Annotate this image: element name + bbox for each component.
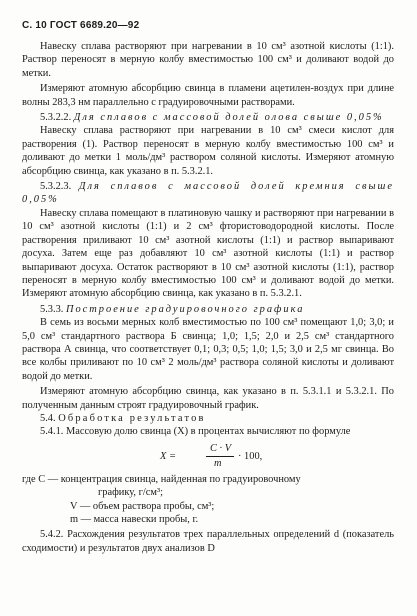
formula-numerator: C · V	[210, 442, 232, 454]
section-title: Для сплавов с массовой долей олова свыше 0,05%	[73, 112, 384, 124]
definition-line: где C — концентрация свинца, найденная по градуировочному	[22, 473, 301, 485]
section-number: 5.4.	[40, 412, 59, 424]
paragraph: Измеряют атомную абсорбцию свинца, как указано в п. 5.3.1.1 и 5.3.2.1. По полученным данным строят градуировочный график.	[22, 386, 394, 411]
section-number: 5.3.3.	[40, 303, 66, 315]
document-body	[22, 40, 394, 555]
paragraph-5-4-2: 5.4.2. Расхождения результатов трех параллельных определений d (показатель сходимости) и результатов двух анализов D	[22, 529, 394, 554]
formula-tail: · 100,	[238, 450, 263, 462]
paragraph: 5.4.1. Массовую долю свинца (X) в процентах вычисляют по формуле	[40, 426, 351, 438]
page-header: С. 10 ГОСТ 6689.20—92	[22, 20, 140, 31]
paragraph	[22, 303, 394, 316]
definition-line: V — объем раствора пробы, см³;	[70, 500, 215, 512]
section-title: Построение градуировочного графика	[65, 303, 305, 315]
paragraph: Навеску сплава помещают в платиновую чашку и растворяют при нагревании в 10 см³ азотной кислоты (1:1) и 2 см³ фтористоводородной кислоты. После растворения приливают 10 см³ азотной кислоты (1:1) и раствор выпаривают досуха. Затем еще раз добавляют 10 см³ азотной кислоты (1:1) и раствор выпаривают досуха. Остаток растворяют в 10 см³ азотной кислоты (1:1), раствор переносят в мерную колбу вместимостью 100 см³ и доливают водой до метки. Измеряют атомную абсорбцию свинца, как указано в п. 5.3.2.1.	[22, 207, 394, 300]
paragraph: В семь из восьми мерных колб вместимостью по 100 см³ помещают 1,0; 3,0; и 5,0 см³ стандартного раствора Б свинца; 1,0; 1,5; 2,0 и 2,5 см³ стандартного раствора А свинца, что соответствует 0,1; 0,3; 0,5; 1,0; 1,5; 3,0 и 2,5 мг свинца. Во все колбы приливают по 10 см³ 2 моль/дм³ раствора соляной кислоты и доливают водой до метки.	[22, 317, 394, 382]
formula-denominator: m	[214, 457, 222, 469]
paragraph	[22, 180, 394, 207]
definition-list	[22, 473, 394, 527]
paragraph: Навеску сплава растворяют при нагревании в 10 см³ азотной кислоты (1:1). Раствор переносят в мерную колбу вместимостью 100 см³ и доливают водой до метки.	[22, 41, 394, 79]
definition-line: m — масса навески пробы, г.	[70, 514, 199, 525]
paragraph-list	[22, 40, 394, 439]
section-number: 5.3.2.2.	[40, 112, 74, 124]
paragraph: Навеску сплава растворяют при нагревании в 10 см³ смеси кислот для растворения (1). Раствор переносят в мерную колбу вместимостью 100 см³ и доливают до метки 1 моль/дм³ раствором соляной кислоты. Измеряют атомную абсорбцию свинца, как указано в п. 5.3.2.1.	[22, 125, 394, 177]
section-number: 5.3.2.3.	[40, 181, 79, 193]
formula-lhs: X =	[160, 450, 176, 462]
paragraph	[22, 412, 394, 425]
paragraph	[22, 111, 394, 124]
formula	[22, 441, 394, 471]
paragraph: Измеряют атомную абсорбцию свинца в пламени ацетилен-воздух при длине волны 283,3 нм параллельно с градуировочными растворами.	[22, 83, 394, 108]
section-title: Обработка результатов	[58, 412, 206, 424]
section-title: Для сплавов с массовой долей кремния свыше 0,05%	[22, 181, 394, 206]
definition-line: графику, г/см³;	[98, 487, 163, 499]
